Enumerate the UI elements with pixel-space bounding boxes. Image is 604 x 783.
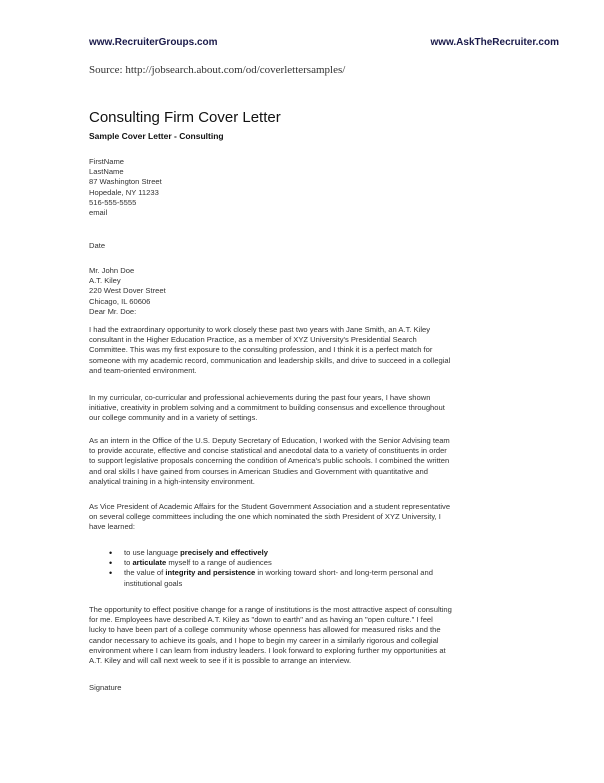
paragraph-line: to provide accurate, effective and concise statistical and anecdotal data to a variety of constituents in order [89, 446, 447, 456]
paragraph-line: have learned: [89, 522, 136, 532]
source-line: Source: http://jobsearch.about.com/od/coverlettersamples/ [89, 64, 346, 76]
date-line [89, 241, 105, 251]
paragraph-line: environment where I can learn from industry leaders. I look forward to exploring further my opportunities at [89, 645, 446, 655]
sender-line: Hopedale, NY 11233 [89, 187, 159, 197]
paragraph-line: for me. Employees have described A.T. Kiley as "down to earth" and as having an "open culture." I feel [89, 615, 433, 625]
paragraph-line: and oral skills I have gained from courses in American Studies and Government with quantitative and [89, 466, 428, 476]
paragraph-line: Committee. This was my first exposure to the consulting profession, and I think it is a perfect match for [89, 345, 433, 355]
recipient-line: 220 West Dover Street [89, 286, 166, 296]
bullet-bold-text: integrity and persistence [165, 568, 256, 578]
paragraph-line: and team-oriented environment. [89, 365, 197, 375]
document-title: Consulting Firm Cover Letter [89, 109, 281, 126]
recipient-line: Chicago, IL 60606 [89, 296, 151, 306]
paragraph-intro [89, 325, 529, 376]
paragraph-line: The opportunity to effect positive change for a range of institutions is the most attractive aspect of consulting [89, 605, 452, 614]
list-item [109, 568, 529, 588]
bullet-text: to [124, 558, 133, 568]
paragraph-closing [89, 605, 529, 666]
paragraph-line: A.T. Kiley and will call next week to see if it is possible to arrange an interview. [89, 656, 352, 666]
recipient-address [89, 266, 166, 317]
recruiter-groups-link[interactable]: www.RecruiterGroups.com [89, 37, 218, 48]
bullet-bold-text: precisely and effectively [180, 548, 268, 557]
signature-text: Signature [89, 683, 122, 692]
paragraph-internship [89, 436, 529, 487]
sender-line: FirstName [89, 157, 125, 166]
paragraph-achievements [89, 393, 529, 424]
paragraph-line: candor necessary to achieve its goals, and I hope to begin my career in a similarly rigorous and collegial [89, 635, 439, 645]
paragraph-vice-president [89, 502, 529, 533]
bullet-text: institutional goals [124, 578, 183, 588]
signature-line [89, 683, 122, 693]
ask-the-recruiter-link[interactable]: www.AskTheRecruiter.com [430, 37, 559, 48]
salutation: Dear Mr. Doe: [89, 306, 137, 316]
paragraph-line: analytical training in a high-intensity environment. [89, 476, 255, 486]
paragraph-line: initiative, creativity in problem solving and a commitment to building consensus and excellence throughout [89, 403, 445, 413]
recipient-line: A.T. Kiley [89, 276, 121, 286]
sender-address [89, 157, 162, 218]
list-item [109, 558, 529, 568]
paragraph-line: on several college committees including the one which nominated the sixth President of XYZ University, I [89, 512, 441, 522]
recipient-line: Mr. John Doe [89, 266, 135, 275]
paragraph-line: to support legislative proposals concerning the condition of America's public schools. I combined the written [89, 456, 450, 466]
bullet-text: in working toward short- and long-term personal and [255, 568, 433, 578]
paragraph-line: someone with my academic record, communication and leadership skills, and drive to succeed in a collegial [89, 355, 451, 365]
paragraph-line: I had the extraordinary opportunity to work closely these past two years with Jane Smith, an A.T. Kiley [89, 325, 431, 334]
paragraph-line: lucky to have been part of a college community whose openness has allowed for measured risks and the [89, 625, 441, 635]
bullet-text: the value of [124, 568, 166, 578]
document-subtitle: Sample Cover Letter - Consulting [89, 131, 224, 141]
paragraph-line: As Vice President of Academic Affairs for the Student Government Association and a student representative [89, 502, 451, 511]
sender-line: 516-555-5555 [89, 197, 137, 207]
paragraph-line: our college community and in a variety of settings. [89, 413, 258, 423]
bullet-text: to use language [124, 548, 181, 557]
paragraph-line: In my curricular, co-curricular and professional achievements during the past four years, I have shown [89, 393, 431, 402]
sender-line: 87 Washington Street [89, 177, 162, 187]
bullet-bold-text: articulate [132, 558, 167, 568]
list-item [109, 548, 529, 558]
sender-line: LastName [89, 167, 124, 177]
sender-line: email [89, 208, 108, 218]
skills-list [109, 548, 529, 589]
paragraph-line: As an intern in the Office of the U.S. Deputy Secretary of Education, I worked with the Senior Advising team [89, 436, 450, 445]
paragraph-line: consultant in the Higher Education Practice, as a member of XYZ University's Presidential Search [89, 335, 417, 345]
date-text: Date [89, 241, 106, 250]
bullet-text: myself to a range of audiences [166, 558, 272, 568]
